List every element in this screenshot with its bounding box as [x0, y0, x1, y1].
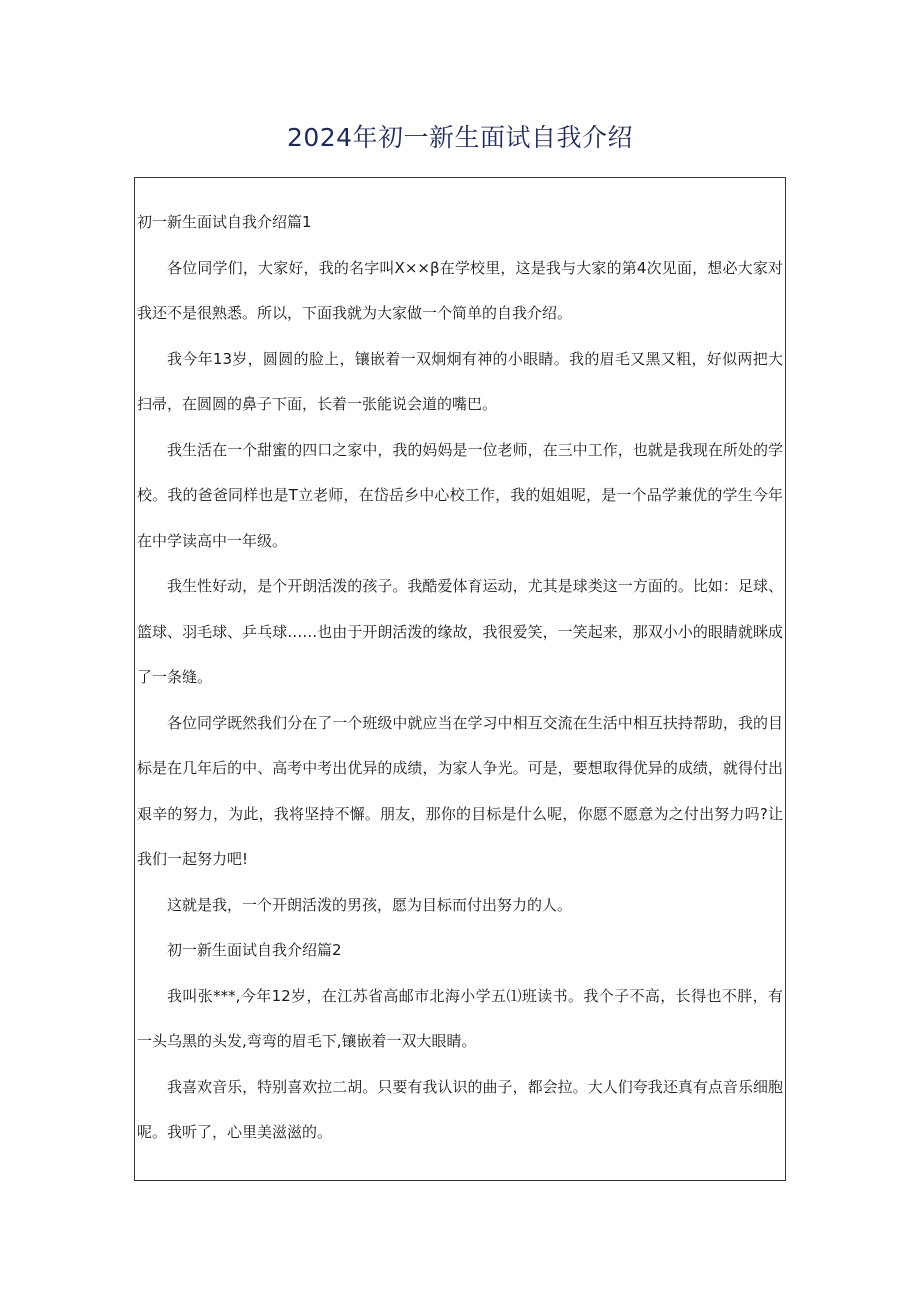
paragraph-2: 我今年13岁，圆圆的脸上，镶嵌着一双炯炯有神的小眼睛。我的眉毛又黑又粗，好似两把大扫帚，在圆圆的鼻子下面，长着一张能说会道的嘴巴。	[137, 349, 783, 413]
paragraph-1: 各位同学们，大家好，我的名字叫X××β在学校里，这是我与大家的第4次见面，想必大家对我还不是很熟悉。所以，下面我就为大家做一个简单的自我介绍。	[137, 258, 783, 322]
content-box	[134, 177, 786, 1181]
paragraph-5: 各位同学既然我们分在了一个班级中就应当在学习中相互交流在生活中相互扶持帮助，我的目标是在几年后的中、高考中考出优异的成绩，为家人争光。可是，要想取得优异的成绩，就得付出艰辛的努力，为此，我将坚持不懈。朋友，那你的目标是什么呢，你愿不愿意为之付出努力吗?让我们一起努力吧!	[137, 713, 783, 868]
paragraph-3: 我生活在一个甜蜜的四口之家中，我的妈妈是一位老师，在三中工作，也就是我现在所处的学校。我的爸爸同样也是T立老师，在岱岳乡中心校工作，我的姐姐呢，是一个品学兼优的学生今年在中学读高中一年级。	[137, 440, 783, 550]
paragraph-6: 这就是我，一个开朗活泼的男孩，愿为目标而付出努力的人。	[167, 895, 573, 914]
paragraph-8: 我喜欢音乐，特别喜欢拉二胡。只要有我认识的曲子，都会拉。大人们夸我还真有点音乐细胞呢。我听了，心里美滋滋的。	[137, 1077, 783, 1141]
section-heading-1: 初一新生面试自我介绍篇1	[137, 213, 312, 231]
paragraph-4: 我生性好动，是个开朗活泼的孩子。我酷爱体育运动，尤其是球类这一方面的。比如：足球、篮球、羽毛球、乒乓球……也由于开朗活泼的缘故，我很爱笑，一笑起来，那双小小的眼睛就眯成了一条缝。	[137, 577, 783, 686]
section-heading-2: 初一新生面试自我介绍篇2	[167, 941, 342, 959]
paragraph-7: 我叫张***,今年12岁，在江苏省高邮市北海小学五⑴班读书。我个子不高，长得也不胖，有一头乌黑的头发,弯弯的眉毛下,镶嵌着一双大眼睛。	[137, 986, 783, 1050]
page-title: 2024年初一新生面试自我介绍	[286, 123, 634, 152]
